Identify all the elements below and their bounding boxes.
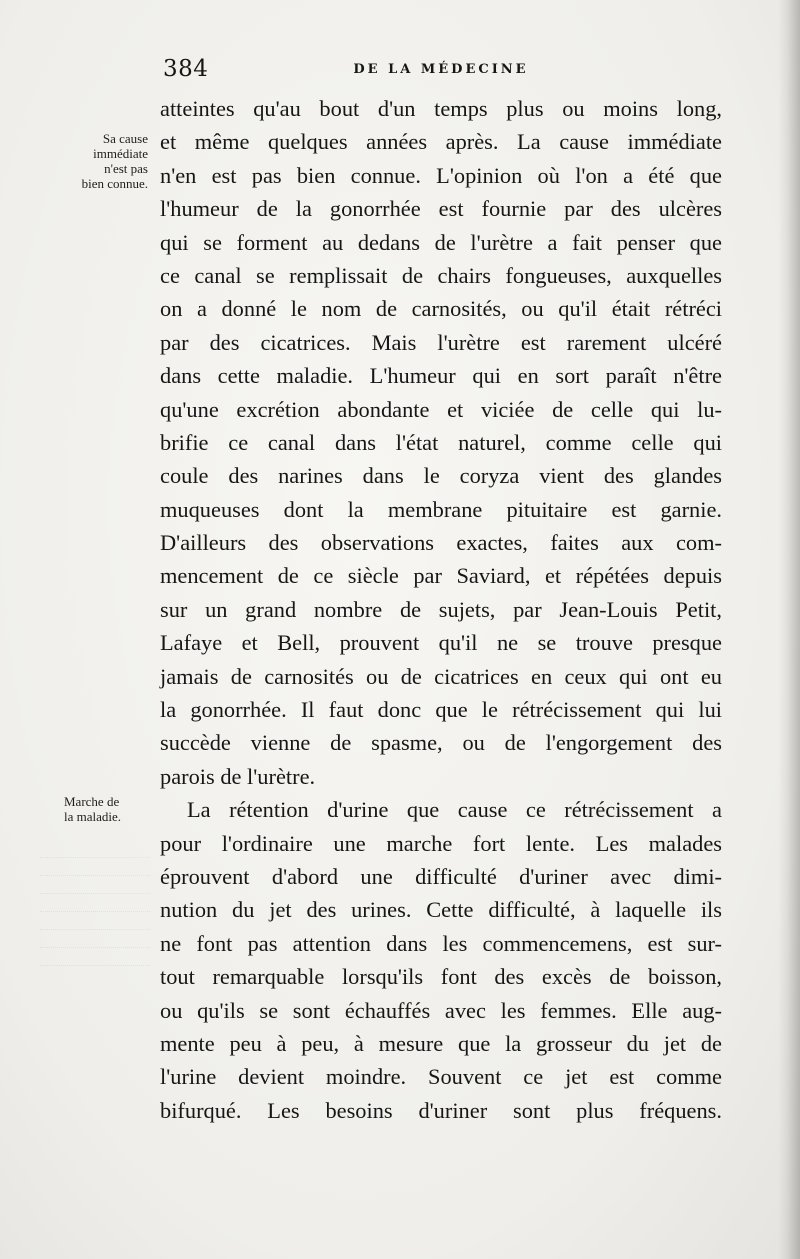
text-line: qu'une excrétion abondante et viciée de celle qui lu- — [160, 396, 722, 422]
text-line: éprouvent d'abord une difficulté d'uriner avec dimi- — [160, 863, 722, 889]
page-number: 384 — [163, 56, 209, 82]
text-line: sur un grand nombre de sujets, par Jean-Louis Petit, — [160, 596, 722, 622]
text-line: parois de l'urètre. — [160, 763, 316, 789]
text-line: on a donné le nom de carnosités, ou qu'il était rétréci — [160, 296, 722, 322]
text-line: qui se forment au dedans de l'urètre a fait penser que — [160, 229, 722, 255]
page-header — [160, 56, 722, 88]
text-line: brifie ce canal dans l'état naturel, comme celle qui — [160, 429, 722, 455]
text-line: l'humeur de la gonorrhée est fournie par des ulcères — [160, 196, 722, 222]
text-line: bifurqué. Les besoins d'uriner sont plus fréquens. — [160, 1097, 722, 1123]
text-line: muqueuses dont la membrane pituitaire est garnie. — [160, 496, 722, 522]
text-line: et même quelques années après. La cause immédiate — [160, 129, 722, 155]
text-line: jamais de carnosités ou de cicatrices en ceux qui ont eu — [160, 663, 722, 689]
text-line: ou qu'ils se sont échauffés avec les femmes. Elle aug- — [160, 997, 722, 1023]
page-edge-shadow — [778, 0, 800, 1259]
body-text — [160, 92, 722, 1127]
text-line-paragraph-start: La rétention d'urine que cause ce rétrécissement a — [187, 797, 722, 823]
text-line: pour l'ordinaire une marche fort lente. Les malades — [160, 830, 722, 856]
text-line: succède vienne de spasme, ou de l'engorgement des — [160, 730, 722, 756]
text-line: par des cicatrices. Mais l'urètre est rarement ulcéré — [160, 329, 722, 355]
text-line: tout remarquable lorsqu'ils font des excès de boisson, — [160, 964, 722, 990]
show-through-bleed — [40, 840, 150, 980]
text-line: dans cette maladie. L'humeur qui en sort paraît n'être — [160, 363, 722, 389]
text-line: atteintes qu'au bout d'un temps plus ou moins long, — [160, 96, 722, 121]
text-line: coule des narines dans le coryza vient des glandes — [160, 463, 722, 489]
text-line: ne font pas attention dans les commencemens, est sur- — [160, 930, 722, 956]
margin-note-line: bien connue. — [81, 176, 148, 191]
text-line: mente peu à peu, à mesure que la grosseur du jet de — [160, 1030, 722, 1056]
text-line: ce canal se remplissait de chairs fongueuses, auxquelles — [160, 262, 722, 288]
text-line: mencement de ce siècle par Saviard, et répétées depuis — [160, 563, 722, 589]
margin-note-cause — [48, 131, 148, 191]
margin-note-line: la maladie. — [64, 809, 122, 824]
running-title: DE LA MÉDECINE — [353, 62, 529, 77]
margin-note-line: Marche de — [64, 794, 120, 809]
text-line: l'urine devient moindre. Souvent ce jet est comme — [160, 1064, 722, 1090]
text-line: la gonorrhée. Il faut donc que le rétrécissement qui lui — [160, 697, 722, 723]
margin-note-line: n'est pas — [104, 161, 148, 176]
text-line: D'ailleurs des observations exactes, faites aux com- — [160, 530, 722, 556]
text-line: nution du jet des urines. Cette difficulté, à laquelle ils — [160, 897, 722, 923]
margin-note-line: immédiate — [93, 146, 148, 161]
text-line: Lafaye et Bell, prouvent qu'il ne se trouve presque — [160, 630, 722, 656]
margin-note-line: Sa cause — [102, 131, 148, 146]
text-line: n'en est pas bien connue. L'opinion où l'on a été que — [160, 162, 722, 188]
margin-note-progression — [48, 794, 164, 824]
